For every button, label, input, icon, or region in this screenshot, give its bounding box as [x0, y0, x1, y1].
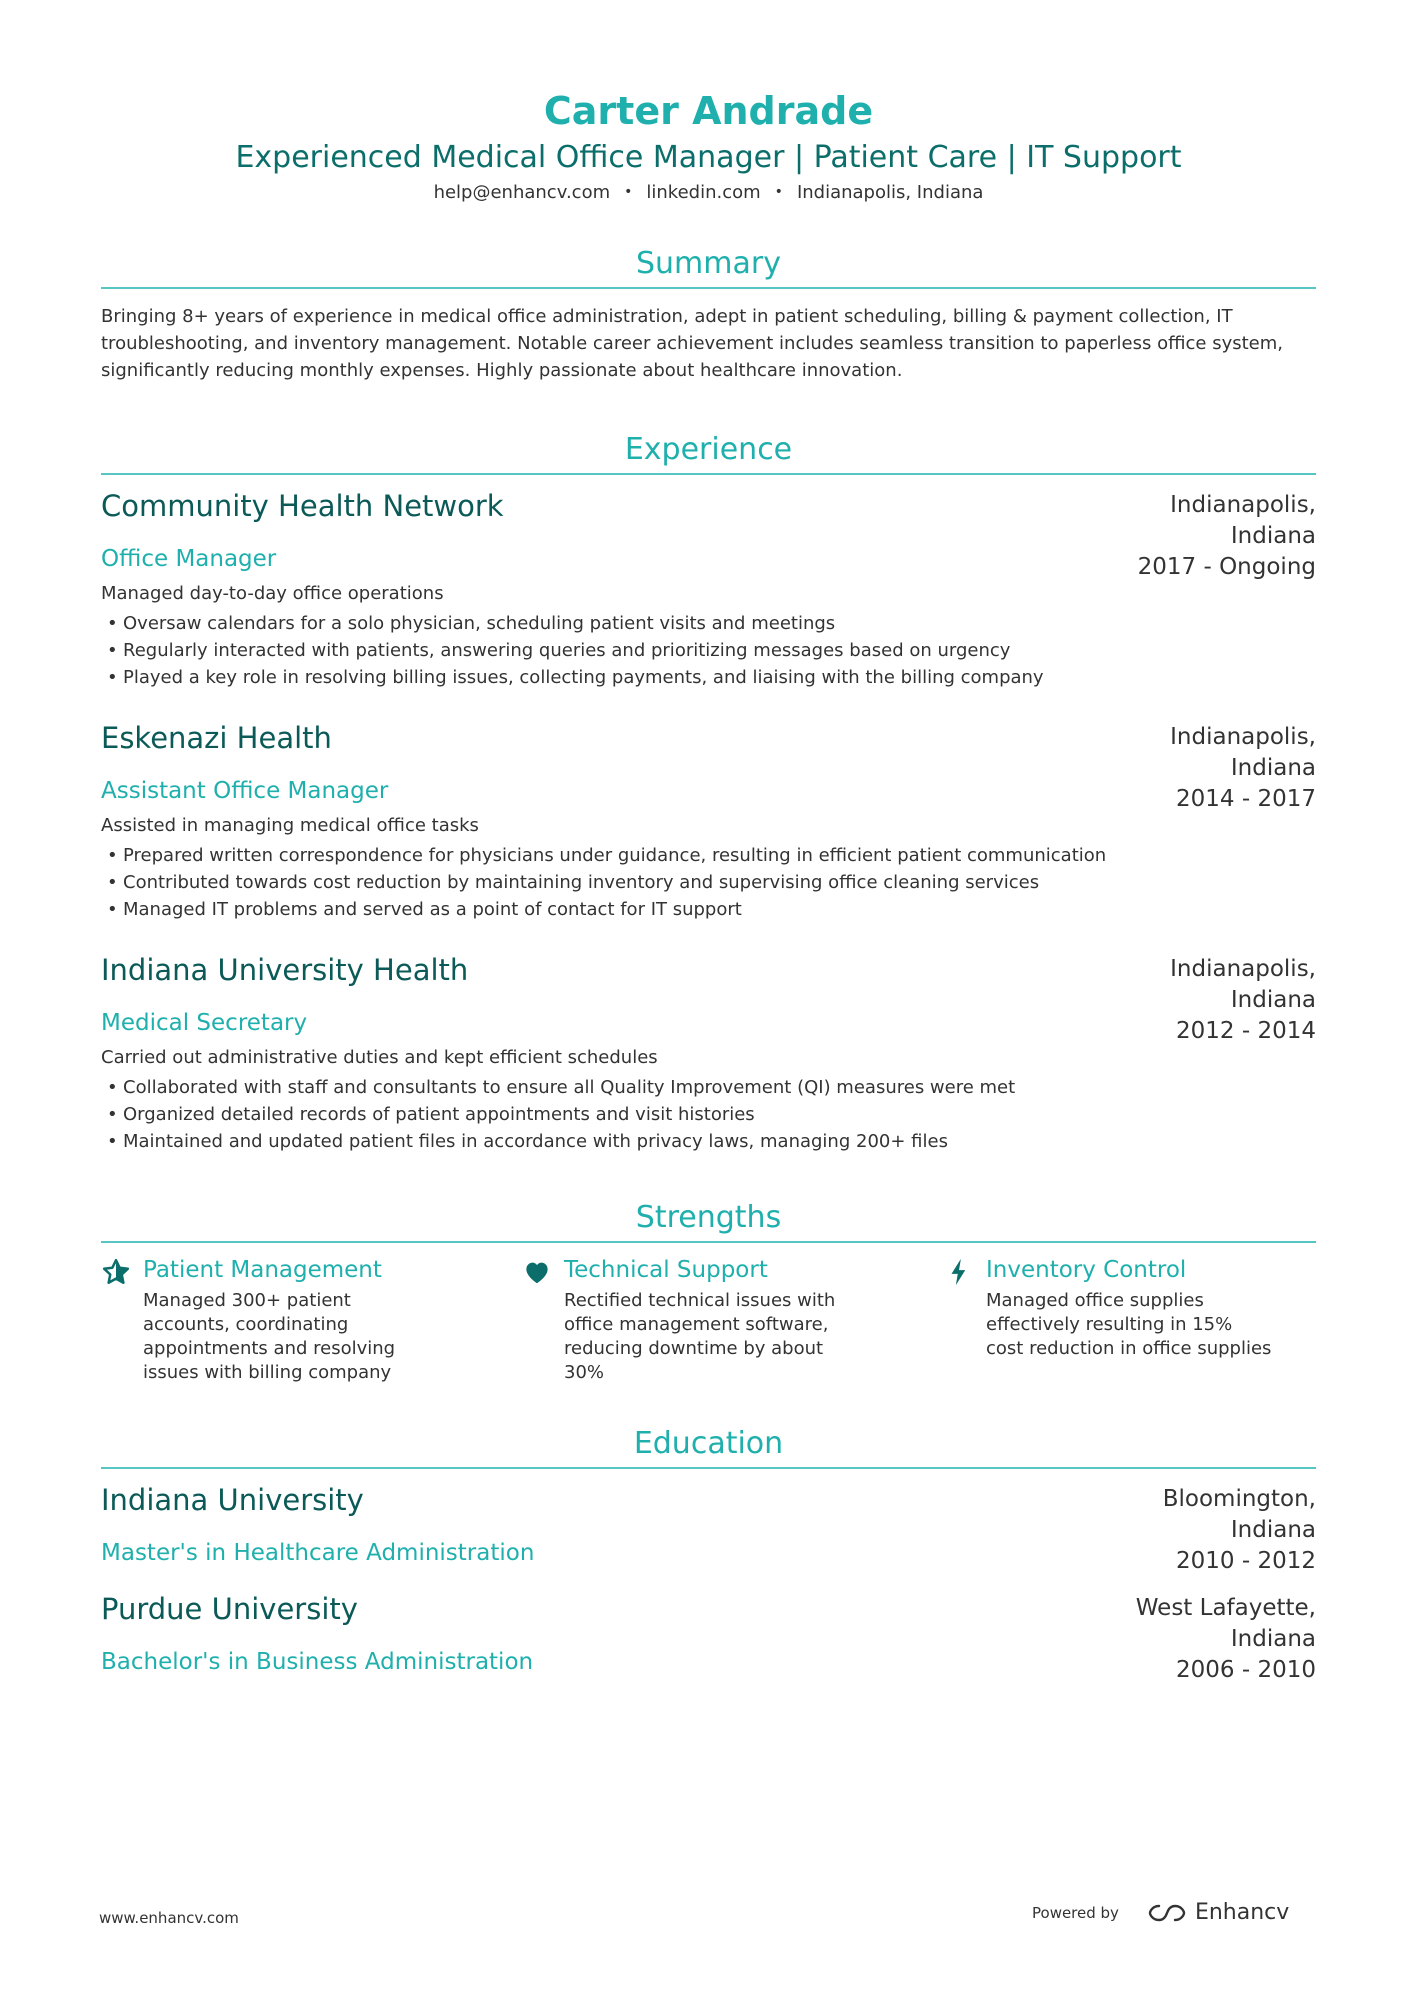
strength-title: Inventory Control: [986, 1257, 1187, 1283]
candidate-headline: Experienced Medical Office Manager | Patient Care | IT Support: [235, 140, 1182, 175]
strength-item: [101, 1255, 431, 1385]
experience-location-city: Indianapolis,: [1170, 956, 1316, 982]
experience-bullet: • Played a key role in resolving billing issues, collecting payments, and liaising with the billing company: [101, 664, 1316, 691]
experience-bullets: [101, 610, 1316, 691]
lightning-icon: [944, 1257, 974, 1287]
section-title-experience: Experience: [101, 431, 1316, 475]
strength-item: [944, 1255, 1274, 1361]
experience-company: Indiana University Health: [101, 953, 469, 987]
strengths-grid: [101, 1255, 1316, 1395]
education-location-city: Bloomington,: [1162, 1486, 1316, 1512]
experience-bullets: [101, 842, 1316, 923]
strength-item: [522, 1255, 852, 1385]
contact-separator: •: [624, 184, 633, 200]
experience-entry: [101, 488, 1316, 691]
footer-website[interactable]: www.enhancv.com: [99, 1909, 239, 1927]
education-degree: Bachelor's in Business Administration: [101, 1649, 534, 1675]
experience-entry: [101, 952, 1316, 1155]
education-entry: [101, 1591, 1316, 1683]
contact-linkedin[interactable]: linkedin.com: [646, 182, 761, 203]
experience-location-state: Indiana: [1230, 755, 1316, 781]
education-degree: Master's in Healthcare Administration: [101, 1540, 535, 1566]
experience-bullet: • Oversaw calendars for a solo physician, scheduling patient visits and meetings: [101, 610, 1316, 637]
experience-bullet: • Maintained and updated patient files in accordance with privacy laws, managing 200+ files: [101, 1128, 1316, 1155]
resume-header: [101, 0, 1316, 207]
experience-location-dates: [1096, 954, 1316, 1047]
heart-icon: [522, 1257, 552, 1287]
experience-bullet: • Managed IT problems and served as a point of contact for IT support: [101, 896, 1316, 923]
experience-dates: 2017 - Ongoing: [1137, 554, 1316, 580]
strength-description: Managed office supplies effectively resulting in 15% cost reduction in office supplies: [986, 1290, 1272, 1359]
experience-dates: 2014 - 2017: [1176, 786, 1316, 812]
experience-description: Carried out administrative duties and kept efficient schedules: [101, 1047, 658, 1068]
experience-description: Managed day-to-day office operations: [101, 583, 444, 604]
experience-location-city: Indianapolis,: [1170, 724, 1316, 750]
strengths-section: [101, 1199, 1316, 1395]
section-title-education: Education: [101, 1425, 1316, 1469]
summary-text: Bringing 8+ years of experience in medical office administration, adept in patient scheduling, billing & payment collection, IT troubleshooting, and inventory management. Notable career achievement includes seamless transition to paperless office system, significantly reducing monthly expenses. Highly passionate about healthcare innovation.: [101, 306, 1284, 381]
education-location-city: West Lafayette,: [1135, 1595, 1316, 1621]
contact-email[interactable]: help@enhancv.com: [433, 182, 611, 203]
experience-bullet: • Organized detailed records of patient appointments and visit histories: [101, 1101, 1316, 1128]
experience-entry: [101, 720, 1316, 923]
experience-section: [101, 431, 1316, 1155]
education-location-state: Indiana: [1230, 1626, 1316, 1652]
experience-bullet: • Regularly interacted with patients, answering queries and prioritizing messages based on urgency: [101, 637, 1316, 664]
education-section: [101, 1425, 1316, 1683]
section-title-strengths: Strengths: [101, 1199, 1316, 1243]
enhancv-logo-icon: [1147, 1902, 1187, 1924]
experience-role: Medical Secretary: [101, 1010, 308, 1036]
star-icon: [101, 1257, 131, 1287]
education-location-dates: [1096, 1593, 1316, 1686]
resume-page: [101, 0, 1316, 1683]
experience-role: Assistant Office Manager: [101, 778, 389, 804]
strength-title: Patient Management: [143, 1257, 382, 1283]
candidate-name: Carter Andrade: [543, 89, 874, 133]
brand-name: Enhancv: [1194, 1900, 1290, 1925]
education-dates: 2006 - 2010: [1176, 1657, 1316, 1683]
experience-location-state: Indiana: [1230, 523, 1316, 549]
strength-title: Technical Support: [564, 1257, 768, 1283]
experience-location-state: Indiana: [1230, 987, 1316, 1013]
experience-location-dates: [1096, 490, 1316, 583]
experience-bullets: [101, 1074, 1316, 1155]
education-location-dates: [1096, 1484, 1316, 1577]
experience-location-city: Indianapolis,: [1170, 492, 1316, 518]
education-location-state: Indiana: [1230, 1517, 1316, 1543]
experience-role: Office Manager: [101, 546, 277, 572]
education-school: Indiana University: [101, 1483, 364, 1517]
footer-branding: [1032, 1900, 1289, 1925]
enhancv-logo[interactable]: [1147, 1900, 1289, 1925]
experience-company: Community Health Network: [101, 489, 504, 523]
contact-location: Indianapolis, Indiana: [796, 182, 984, 203]
powered-by-label: Powered by: [1032, 1903, 1119, 1922]
experience-description: Assisted in managing medical office tasks: [101, 815, 479, 836]
experience-location-dates: [1096, 722, 1316, 815]
strength-description: Managed 300+ patient accounts, coordinating appointments and resolving issues with billing company: [143, 1290, 396, 1383]
experience-bullet: • Collaborated with staff and consultants to ensure all Quality Improvement (QI) measures were met: [101, 1074, 1316, 1101]
education-entry: [101, 1482, 1316, 1574]
experience-bullet: • Prepared written correspondence for physicians under guidance, resulting in efficient patient communication: [101, 842, 1316, 869]
summary-section: [101, 245, 1316, 384]
experience-bullet: • Contributed towards cost reduction by maintaining inventory and supervising office cleaning services: [101, 869, 1316, 896]
strength-description: Rectified technical issues with office management software, reducing downtime by about 30%: [564, 1290, 836, 1383]
experience-dates: 2012 - 2014: [1176, 1018, 1316, 1044]
contact-separator: •: [774, 184, 783, 200]
section-title-summary: Summary: [101, 245, 1316, 289]
education-dates: 2010 - 2012: [1176, 1548, 1316, 1574]
contact-line: [101, 180, 1316, 207]
education-school: Purdue University: [101, 1592, 358, 1626]
experience-company: Eskenazi Health: [101, 721, 332, 755]
